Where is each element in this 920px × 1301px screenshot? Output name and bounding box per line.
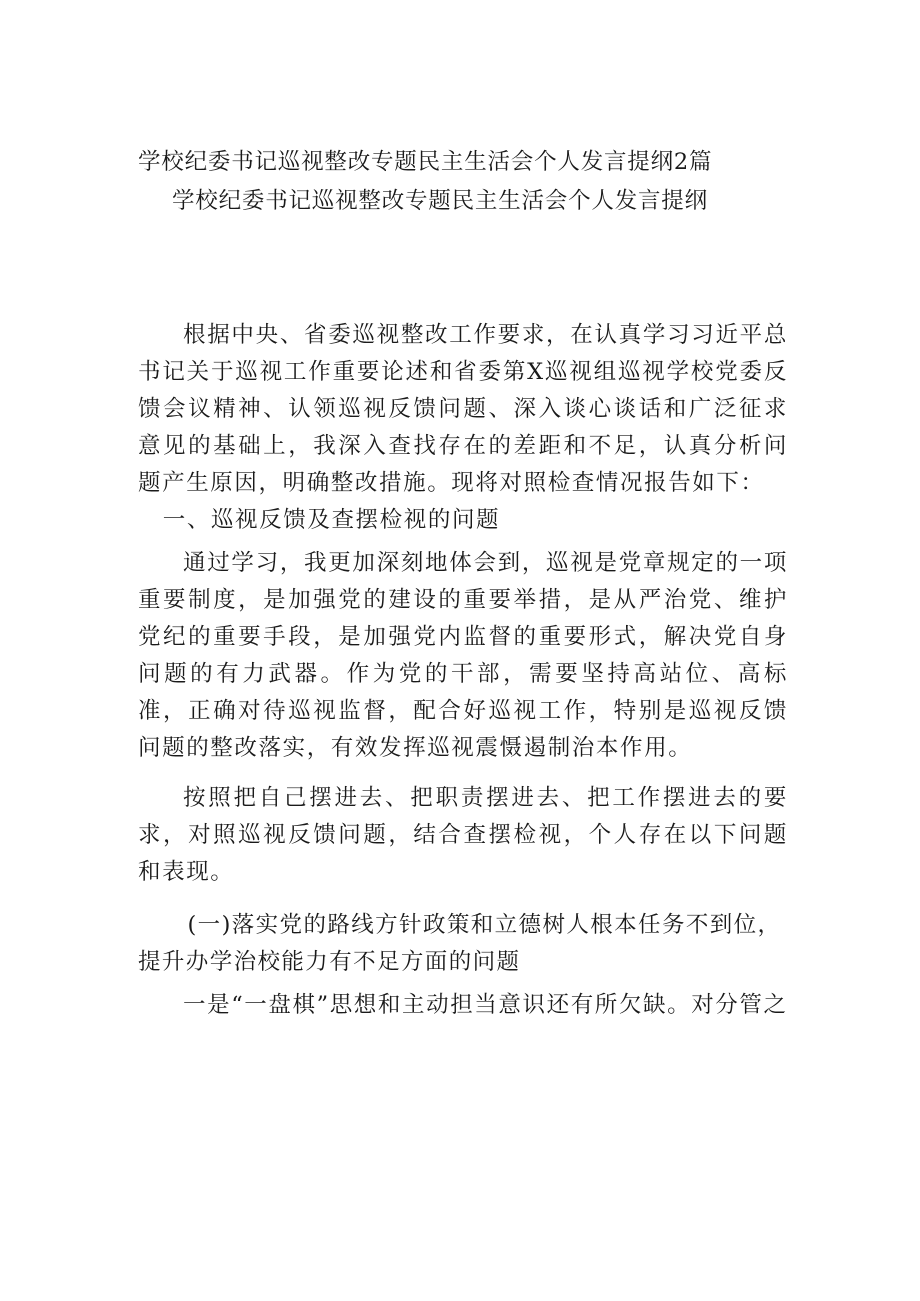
body-paragraph: 通过学习，我更加深刻地体会到，巡视是党章规定的一项重要制度，是加强党的建设的重要举措，是从严治党、维护党纪的重要手段，是加强党内监督的重要形式，解决党自身问题的有力武器。作为党的干部，需要坚持高站位、高标准，正确对待巡视监督，配合好巡视工作，特别是巡视反馈问题的整改落实，有效发挥巡视震慑遏制治本作用。 — [138, 550, 788, 761]
body-paragraph: 一是“一盘棋”思想和主动担当意识还有所欠缺。对分管之 — [183, 992, 788, 1018]
section-heading-1: 一、巡视反馈及查摆检视的问题 — [162, 507, 501, 533]
spacer — [138, 891, 788, 907]
document-subtitle: 学校纪委书记巡视整改专题民主生活会个人发言提纲 — [172, 188, 708, 214]
subsection-heading-1: (一)落实党的路线方针政策和立德树人根本任务不到位，提升办学治校能力有不足方面的问题 — [138, 912, 782, 975]
intro-paragraph: 根据中央、省委巡视整改工作要求，在认真学习习近平总书记关于巡视工作重要论述和省委第X巡视组巡视学校党委反馈会议精神、认领巡视反馈问题、深入谈心谈话和广泛征求意见的基础上，我深入查找存在的差距和不足，认真分析问题产生原因，明确整改措施。现将对照检查情况报告如下： — [138, 322, 788, 496]
document-body — [138, 317, 788, 1024]
document-title: 学校纪委书记巡视整改专题民主生活会个人发言提纲2篇 — [138, 149, 713, 175]
spacer — [138, 767, 788, 780]
body-paragraph: 按照把自己摆进去、把职责摆进去、把工作摆进去的要求，对照巡视反馈问题，结合查摆检视，个人存在以下问题和表现。 — [138, 785, 788, 885]
